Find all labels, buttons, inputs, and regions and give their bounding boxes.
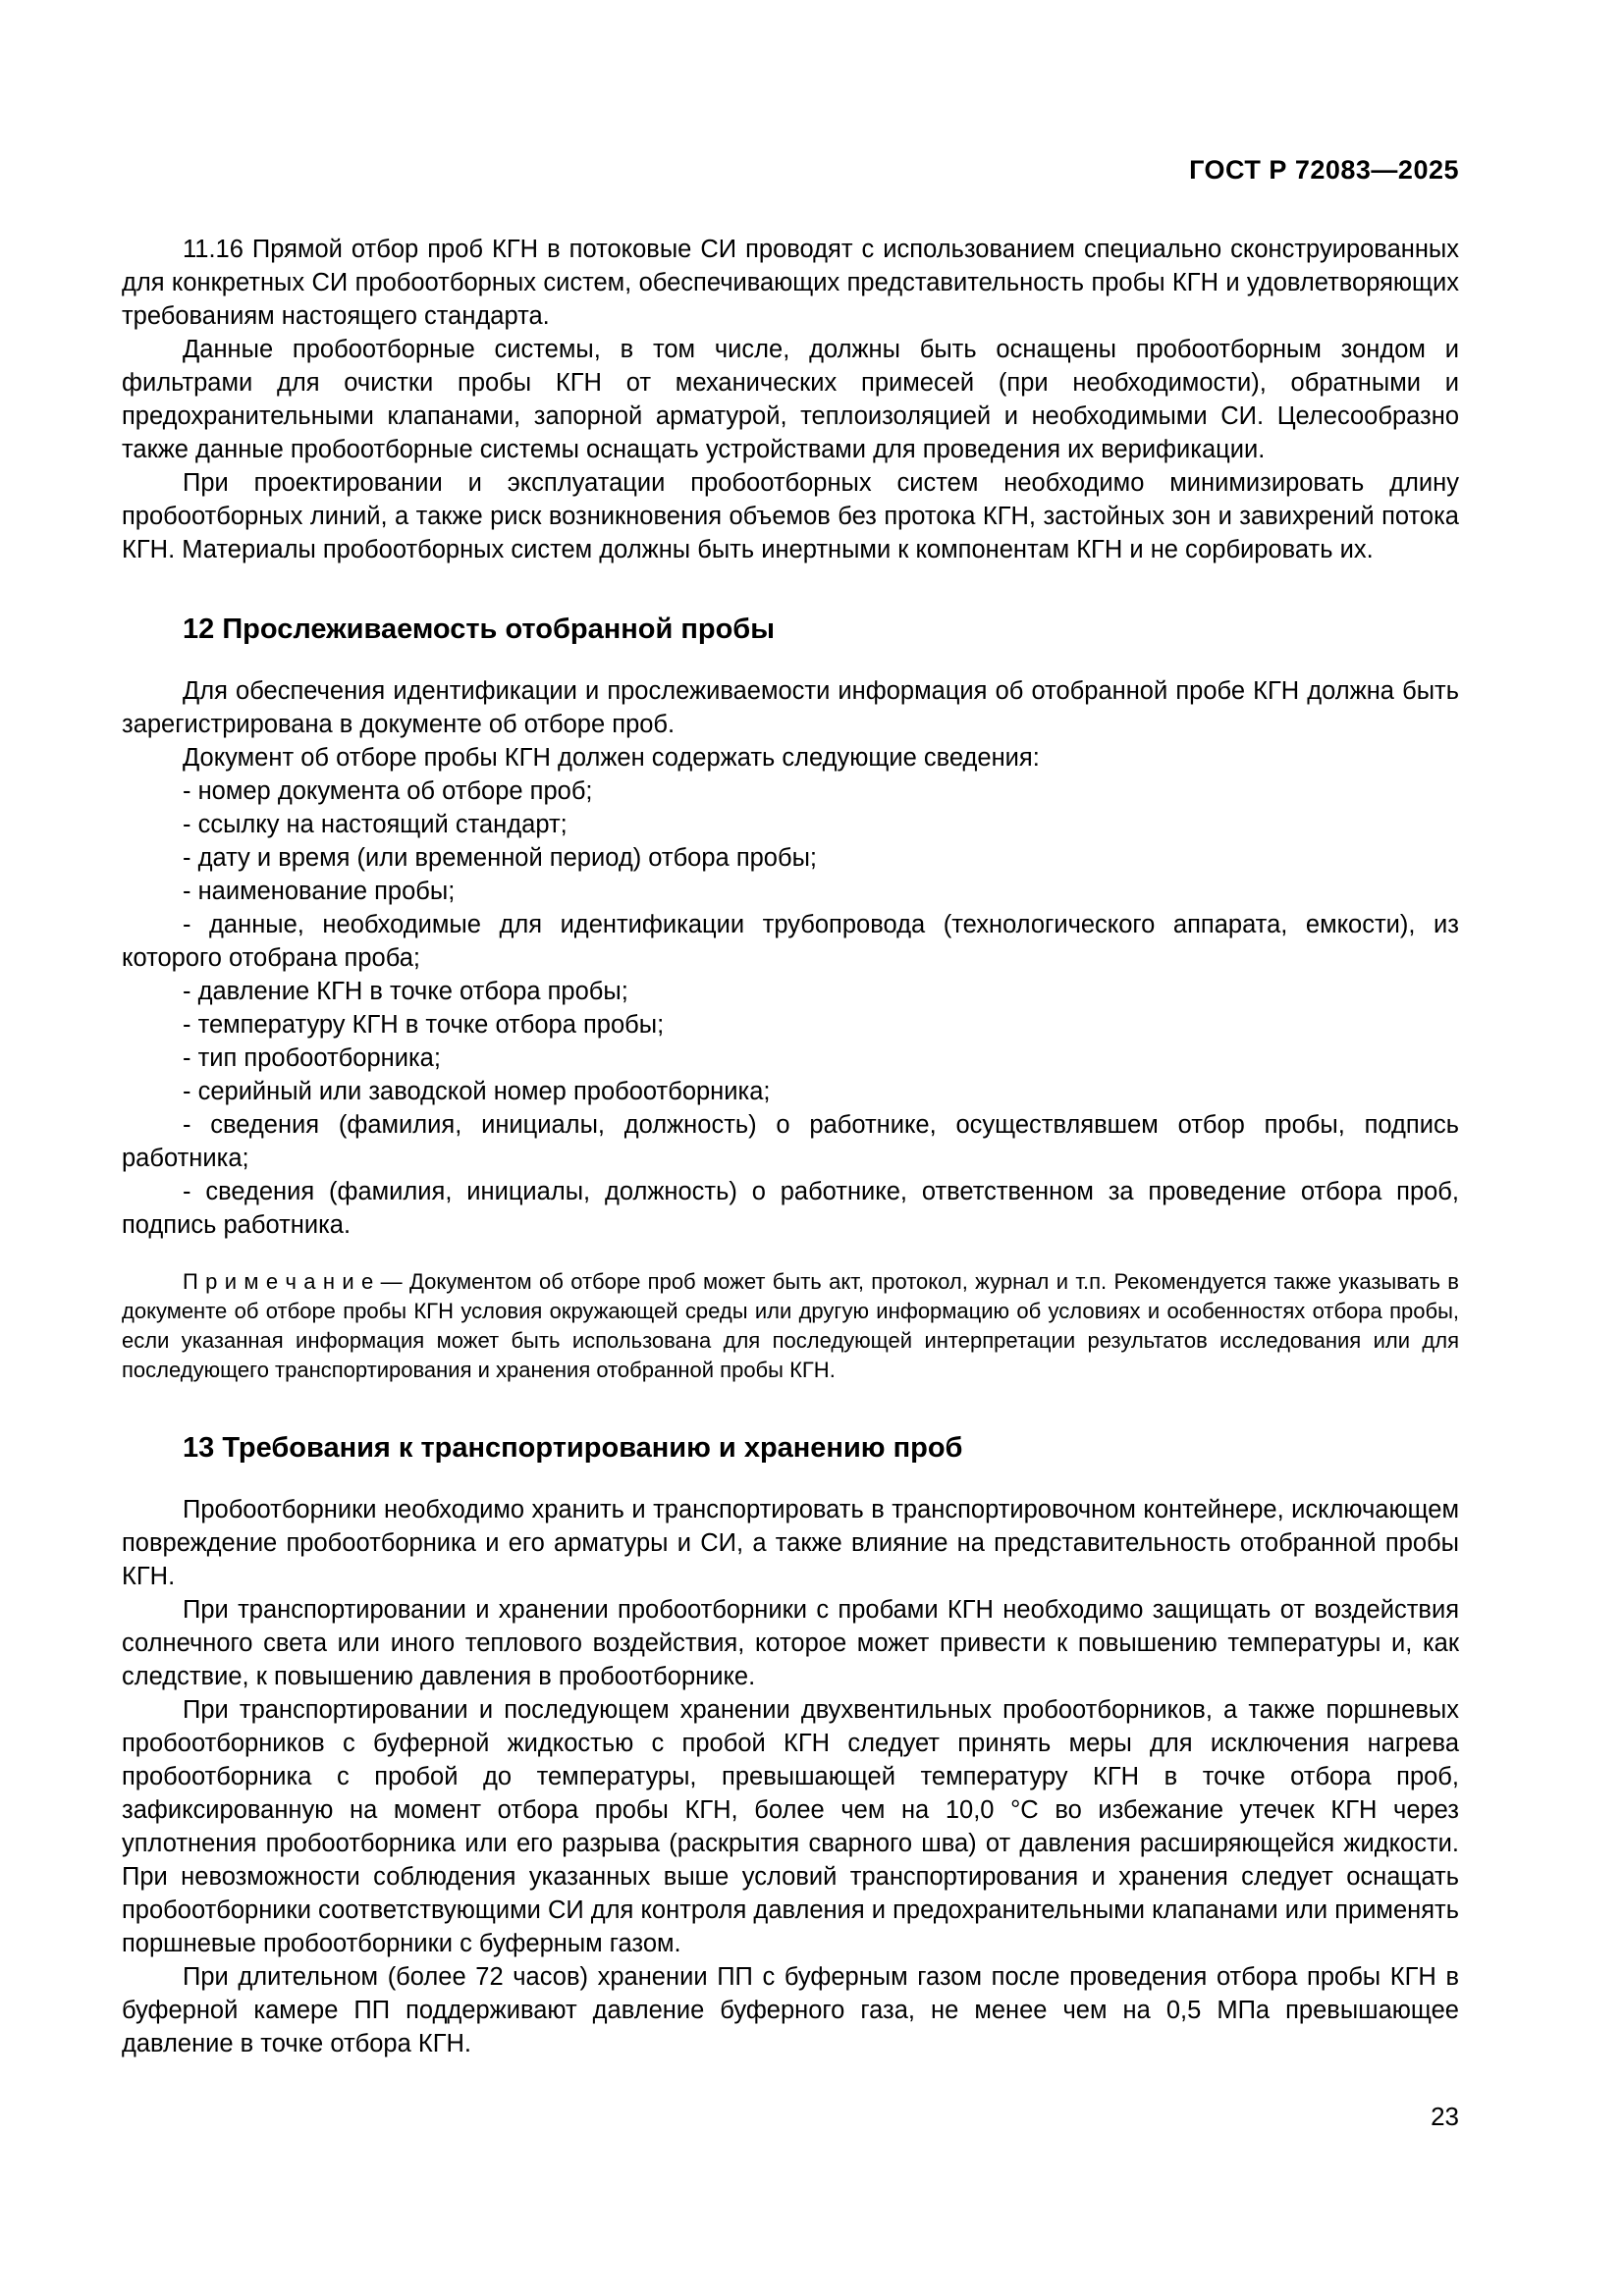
paragraph: При транспортировании и хранении пробоотборники с пробами КГН необходимо защищать от воздействия солнечного света или иного теплового воздействия, которое может привести к повышению температуры и, как следствие, к повышению давления в пробоотборнике.: [122, 1596, 1459, 1690]
paragraph: Для обеспечения идентификации и прослеживаемости информация об отобранной пробе КГН должна быть зарегистрирована в документе об отборе проб.: [122, 677, 1459, 738]
list-item: - серийный или заводской номер пробоотборника;: [183, 1078, 771, 1105]
document-body: [122, 233, 1459, 2060]
list-item: - сведения (фамилия, инициалы, должность) о работнике, осуществлявшем отбор пробы, подпись работника;: [122, 1111, 1459, 1172]
list-item: - тип пробоотборника;: [183, 1044, 441, 1072]
paragraph-11-16: 11.16 Прямой отбор проб КГН в потоковые СИ проводят с использованием специально сконструированных для конкретных СИ пробоотборных систем, обеспечивающих представительность пробы КГН и удовлетворяющих требованиям настоящего стандарта.: [122, 236, 1459, 330]
section-13: [122, 1430, 1459, 2060]
paragraph: При транспортировании и последующем хранении двухвентильных пробоотборников, а также поршневых пробоотборников с буферной жидкостью с пробой КГН следует принять меры для исключения нагрева пробоотборника с пробой до температуры, превышающей температуру КГН в точке отбора проб, зафиксированную на момент отбора пробы КГН, более чем на 10,0 °С во избежание утечек КГН через уплотнения пробоотборника или его разрыва (раскрытия сварного шва) от давления расширяющейся жидкости. При невозможности соблюдения указанных выше условий транспортирования и хранения следует оснащать пробоотборники соответствующими СИ для контроля давления и предохранительными клапанами или применять поршневые пробоотборники с буферным газом.: [122, 1696, 1459, 1957]
paragraph: При длительном (более 72 часов) хранении ПП с буферным газом после проведения отбора пробы КГН в буферной камере ПП поддерживают давление буферного газа, не менее чем на 0,5 МПа превышающее давление в точке отбора КГН.: [122, 1963, 1459, 2057]
list-item: - наименование пробы;: [183, 878, 456, 905]
paragraph: Данные пробоотборные системы, в том числе, должны быть оснащены пробоотборным зондом и фильтрами для очистки пробы КГН от механических примесей (при необходимости), обратными и предохранительными клапанами, запорной арматурой, теплоизоляцией и необходимыми СИ. Целесообразно также данные пробоотборные системы оснащать устройствами для проведения их верификации.: [122, 336, 1459, 463]
section-13-heading: 13 Требования к транспортированию и хранению проб: [183, 1432, 963, 1464]
note: П р и м е ч а н и е — Документом об отборе проб может быть акт, протокол, журнал и т.п. Рекомендуется также указывать в документе об отборе пробы КГН условия окружающей среды или другую информацию об условиях и особенностях отбора пробы, если указанная информация может быть использована для последующей интерпретации результатов исследования или для последующего транспортирования и хранения отобранной пробы КГН.: [122, 1269, 1459, 1382]
paragraph: При проектировании и эксплуатации пробоотборных систем необходимо минимизировать длину пробоотборных линий, а также риск возникновения объемов без протока КГН, застойных зон и завихрений потока КГН. Материалы пробоотборных систем должны быть инертными к компонентам КГН и не сорбировать их.: [122, 469, 1459, 563]
list-item: - сведения (фамилия, инициалы, должность) о работнике, ответственном за проведение отбора проб, подпись работника.: [122, 1178, 1459, 1239]
section-12-heading: 12 Прослеживаемость отобранной пробы: [183, 614, 775, 645]
list-item: - ссылку на настоящий стандарт;: [183, 811, 568, 838]
list-item: - температуру КГН в точке отбора пробы;: [183, 1011, 665, 1039]
list-item: - давление КГН в точке отбора пробы;: [183, 978, 628, 1005]
paragraph: Пробоотборники необходимо хранить и транспортировать в транспортировочном контейнере, исключающем повреждение пробоотборника и его арматуры и СИ, а также влияние на представительность отобранной пробы КГН.: [122, 1496, 1459, 1590]
section-12: [122, 612, 1459, 1385]
paragraph: Документ об отборе пробы КГН должен содержать следующие сведения:: [183, 744, 1040, 772]
list-item: - номер документа об отборе проб;: [183, 777, 593, 805]
doc-number-header: ГОСТ Р 72083—2025: [1189, 155, 1459, 185]
list-item: - данные, необходимые для идентификации трубопровода (технологического аппарата, емкости), из которого отобрана проба;: [122, 911, 1459, 972]
list-item: - дату и время (или временной период) отбора пробы;: [183, 844, 818, 872]
page-number: 23: [1431, 2102, 1459, 2131]
